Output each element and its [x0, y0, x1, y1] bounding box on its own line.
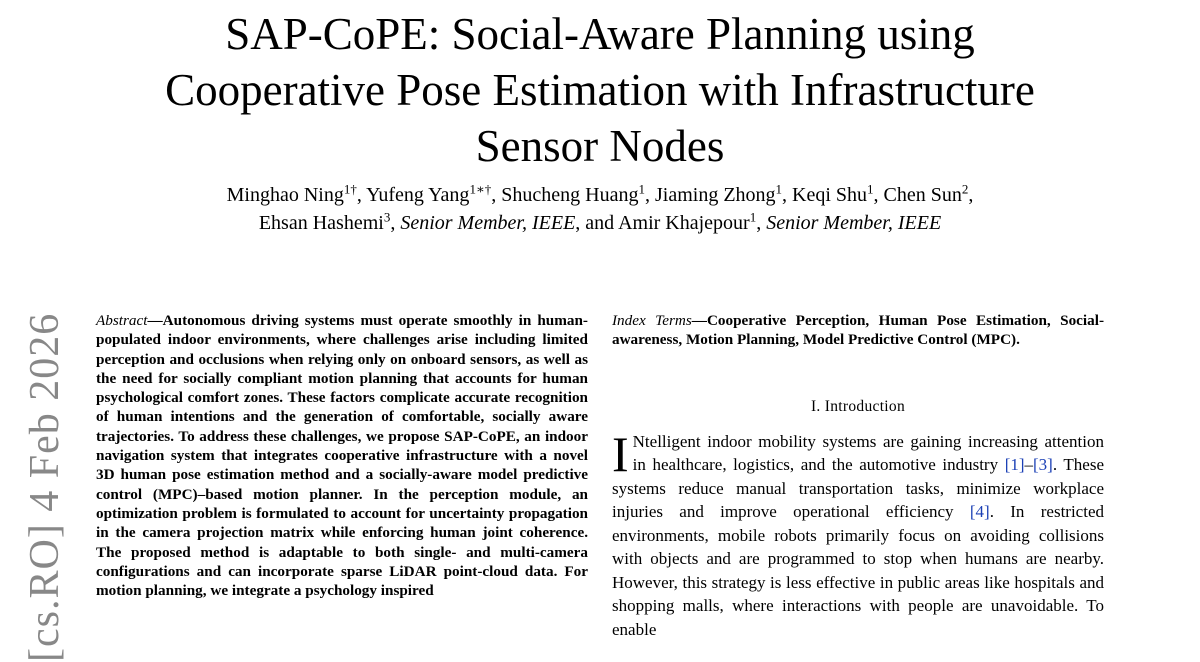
author-affiliation: 1	[867, 181, 874, 197]
abstract-dash: —	[147, 312, 163, 329]
citation-link[interactable]: [4]	[969, 502, 990, 522]
author-affiliation: 1†	[343, 181, 357, 197]
section-heading-introduction: I. Introduction	[810, 397, 906, 415]
abstract-label: Abstract	[96, 312, 148, 329]
author-name: Chen Sun	[883, 184, 962, 206]
introduction-paragraph: I Ntelligent indoor mobility systems are gaining increasing attention in healthcare, logistics, and the automotive industry [1]–[3]. These systems reduce manual transportation tasks, minimize workplace injuries and improve operational efficiency [4]. In restricted environments, mobile robots primarily focus on avoiding collisions with objects and are programmed to stop when humans are nearby. However, this strategy is less effective in public areas like hospitals and shopping malls, where interactions with people are unavoidable. To enable	[612, 425, 1104, 639]
title-line-3: Sensor Nodes	[475, 121, 725, 171]
index-terms-text: Cooperative Perception, Human Pose Estimation, Social-awareness, Motion Planning, Model Predictive Control (MPC).	[612, 312, 1105, 349]
author-membership: Senior Member, IEEE	[400, 212, 576, 234]
author-name: Shucheng Huang	[501, 184, 639, 206]
author-name: Amir Khajepour	[618, 212, 750, 234]
right-column	[612, 311, 1104, 641]
author-affiliation: 3	[383, 209, 391, 225]
citation-link[interactable]: [1]	[1004, 455, 1025, 475]
abstract-text: Autonomous driving systems must operate smoothly in human-populated indoor environments, where challenges arise including limited perception and occlusions when relying only on onboard sensors, as well as the need for socially compliant motion planning that accounts for human psychological comfort zones. These factors complicate accurate recognition of human intentions and the generation of comfortable, socially aware trajectories. To address these challenges, we propose SAP-CoPE, an indoor navigation system that integrates cooperative infrastructure with a novel 3D human pose estimation method and a socially-aware model predictive control (MPC)–based motion planner. In the perception module, an optimization problem is formulated to account for uncertainty propagation in the camera projection matrix while enforcing human joint coherence. The proposed method is adaptable to both single- and multi-camera configurations and can incorporate sparse LiDAR point-cloud data. For motion planning, we integrate a psychology inspired	[96, 312, 588, 600]
author-name: Minghao Ning	[226, 184, 344, 206]
drop-cap: I	[612, 425, 629, 482]
author-name: Jiaming Zhong	[654, 184, 776, 206]
abstract	[96, 311, 588, 600]
author-affiliation: 1	[749, 209, 757, 225]
author-affiliation: 1	[775, 181, 783, 197]
author-line-1: Minghao Ning$^{1\dagger}$, Yufeng Yang$^{1∗\dagger}$, Shucheng Huang$^1$, Jiaming Zhong$^1$, Keqi Shu$^1$, Chen Sun$^2$,	[226, 181, 974, 206]
paper-title	[100, 6, 1100, 174]
author-name: Yufeng Yang	[366, 184, 470, 206]
title-line-1: SAP-CoPE: Social-Aware Planning using	[225, 9, 975, 59]
author-name: Ehsan Hashemi	[258, 212, 384, 234]
index-terms-dash: —	[691, 312, 707, 329]
arxiv-stamp	[16, 312, 76, 662]
author-name: Keqi Shu	[792, 184, 868, 206]
author-membership: Senior Member, IEEE	[766, 212, 942, 234]
index-terms	[612, 311, 1104, 350]
author-affiliation: 2	[961, 181, 969, 197]
author-affiliation: 1∗†	[469, 181, 492, 197]
citation-link[interactable]: [3]	[1033, 455, 1053, 475]
author-list	[100, 181, 1100, 237]
author-affiliation: 1	[638, 181, 645, 197]
author-line-2: Ehsan Hashemi$^3$, Senior Member, IEEE, and Amir Khajepour$^1$, Senior Member, IEEE	[258, 209, 942, 234]
title-line-2: Cooperative Pose Estimation with Infrastructure	[165, 65, 1035, 115]
arxiv-stamp-text: [cs.RO] 4 Feb 2026	[22, 312, 68, 662]
index-terms-label: Index Terms	[612, 312, 692, 329]
